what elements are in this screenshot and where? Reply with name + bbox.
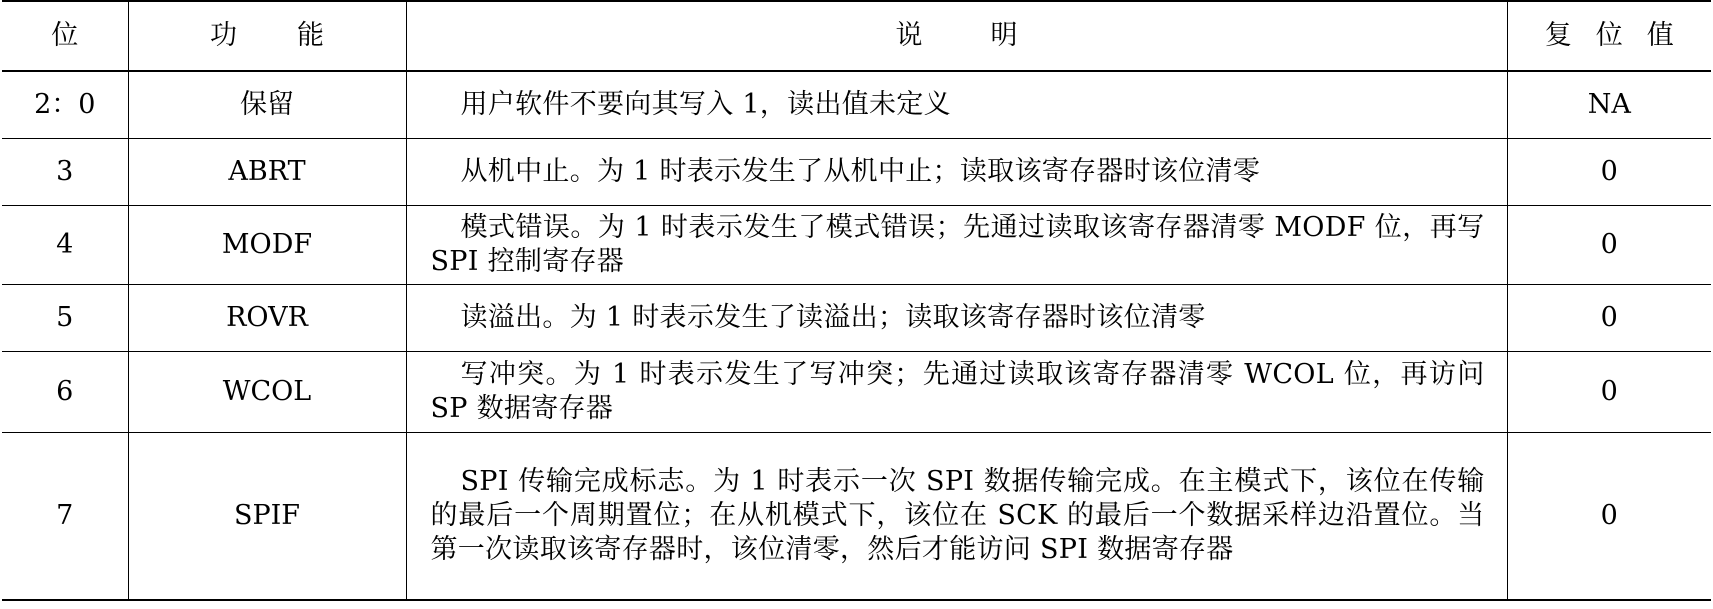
description-cell	[406, 433, 1507, 601]
table-row	[2, 352, 1711, 433]
reset-value-cell: NA	[1507, 71, 1711, 139]
table-row	[2, 285, 1711, 352]
bit-cell: 5	[2, 285, 128, 352]
description-cell	[406, 206, 1507, 285]
function-cell: ABRT	[128, 139, 406, 206]
function-cell: WCOL	[128, 352, 406, 433]
header-description: 说明	[406, 1, 1507, 71]
function-cell: SPIF	[128, 433, 406, 601]
bit-cell: 2：0	[2, 71, 128, 139]
table-row	[2, 139, 1711, 206]
description-cell	[406, 71, 1507, 139]
description-cell	[406, 139, 1507, 206]
function-cell: 保留	[128, 71, 406, 139]
table-body	[2, 71, 1711, 600]
reset-value-cell: 0	[1507, 139, 1711, 206]
table-row	[2, 433, 1711, 601]
description-text: 用户软件不要向其写入 1，读出值未定义	[460, 89, 951, 120]
description-cell	[406, 352, 1507, 433]
header-reset-value: 复位值	[1507, 1, 1711, 71]
description-text: 模式错误。为 1 时表示发生了模式错误；先通过读取该寄存器清零 MODF 位，再写 SPI 控制寄存器	[430, 212, 1485, 277]
table-row	[2, 71, 1711, 139]
description-text: 写冲突。为 1 时表示发生了写冲突；先通过读取该寄存器清零 WCOL 位，再访问 SP 数据寄存器	[430, 359, 1485, 424]
reset-value-cell: 0	[1507, 206, 1711, 285]
reset-value-cell: 0	[1507, 352, 1711, 433]
table-header	[2, 1, 1711, 71]
description-cell	[406, 285, 1507, 352]
bit-cell: 3	[2, 139, 128, 206]
header-row	[2, 1, 1711, 71]
header-bit: 位	[2, 1, 128, 71]
description-text: SPI 传输完成标志。为 1 时表示一次 SPI 数据传输完成。在主模式下，该位在传输的最后一个周期置位；在从机模式下，该位在 SCK 的最后一个数据采样边沿置位。当第一次读取该寄存器时，该位清零，然后才能访问 SPI 数据寄存器	[430, 466, 1485, 565]
description-text: 从机中止。为 1 时表示发生了从机中止；读取该寄存器时该位清零	[460, 156, 1261, 187]
description-text: 读溢出。为 1 时表示发生了读溢出；读取该寄存器时该位清零	[460, 302, 1206, 333]
table-row	[2, 206, 1711, 285]
reset-value-cell: 0	[1507, 285, 1711, 352]
header-function: 功能	[128, 1, 406, 71]
bit-cell: 7	[2, 433, 128, 601]
reset-value-cell: 0	[1507, 433, 1711, 601]
register-bit-table	[2, 0, 1711, 601]
bit-cell: 4	[2, 206, 128, 285]
function-cell: MODF	[128, 206, 406, 285]
function-cell: ROVR	[128, 285, 406, 352]
bit-cell: 6	[2, 352, 128, 433]
